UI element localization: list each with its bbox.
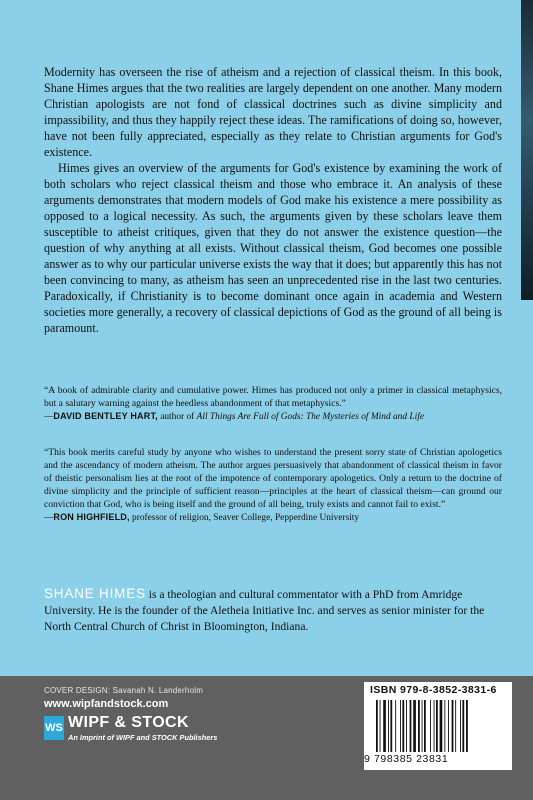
endorsement-text: “This book merits careful study by anyone who wishes to understand the present sorry state of Christian apologetics and the ascendancy of modern atheism. The author argues persuasively that abandonment of classical theism in favor of theistic personalism lies at the root of the impotence of contemporary apologetics. Only a return to the doctrine of divine simplicity and the principle of sufficient reason—principles at the heart of classical theism—can ground our conviction that God, who is being itself and the ground of all being, truly exists and cannot fail to exist.”	[44, 447, 502, 510]
author-bio	[44, 586, 502, 635]
cover-design-credit: COVER DESIGN: Savanah N. Landerholm	[44, 686, 204, 695]
author-name: SHANE HIMES	[44, 586, 146, 601]
endorser-name: RON HIGHFIELD,	[53, 512, 130, 522]
description-paragraph-1: Modernity has overseen the rise of atheism and a rejection of classical theism. In this book, Shane Himes argues that the two realities are largely dependent on one another. Many modern Christian apologists are not fond of classical doctrines such as divine simplicity and impassibility, and thus they happily reject these ideas. The ramifications of doing so, however, have not been fully appreciated, especially as they relate to Christian arguments for God's existence.	[44, 65, 502, 159]
endorsement-1	[44, 384, 502, 424]
author-bio-text: is a theologian and cultural commentator with a PhD from Amridge University. He is the founder of the Aletheia Initiative Inc. and serves as senior minister for the North Central Church of Christ in Bloomington, Indiana.	[44, 588, 485, 633]
barcode-number: 9 798385 23831	[364, 753, 449, 765]
endorsement-text: “A book of admirable clarity and cumulative power. Himes has produced not only a primer in classical metaphysics, but a salutary warning against the heedless abandonment of that metaphysics.”	[44, 385, 502, 409]
publisher-imprint: An Imprint of WIPF and STOCK Publishers	[68, 733, 218, 742]
book-description	[44, 64, 502, 336]
spine-edge	[521, 0, 533, 300]
endorsement-attribution: —DAVID BENTLEY HART, author of All Things Are Full of Gods: The Mysteries of Mind and Life	[44, 411, 424, 422]
endorsement-attribution: —RON HIGHFIELD, professor of religion, Seaver College, Pepperdine University	[44, 512, 360, 523]
barcode-icon	[376, 700, 496, 752]
endorser-work: All Things Are Full of Gods: The Mysteries of Mind and Life	[196, 412, 424, 422]
isbn-label: ISBN 979-8-3852-3831-6	[370, 684, 497, 696]
endorsement-2	[44, 446, 502, 525]
endorser-name: DAVID BENTLEY HART,	[53, 411, 158, 421]
description-paragraph-2: Himes gives an overview of the arguments for God's existence by examining the work of both scholars who reject classical theism and those who embrace it. An analysis of these arguments demonstrates that modern models of God make his existence a mere possibility as opposed to a logical necessity. As such, the arguments given by these scholars leave them susceptible to atheist critiques, given that they do not answer the existence question—the question of why anything at all exists. Without classical theism, God becomes one possible answer as to why our particular universe exists the way that it does; but apparently this has not been convincing to many, as atheism has seen an unprecedented rise in the last two centuries. Paradoxically, if Christianity is to become dominant once again in academia and Western societies more generally, a recovery of classical depictions of God as the ground of all being is paramount.	[44, 161, 502, 335]
publisher-website: www.wipfandstock.com	[44, 698, 169, 710]
publisher-name: WIPF & STOCK	[68, 714, 189, 731]
publisher-logo-icon: WS	[44, 716, 64, 740]
